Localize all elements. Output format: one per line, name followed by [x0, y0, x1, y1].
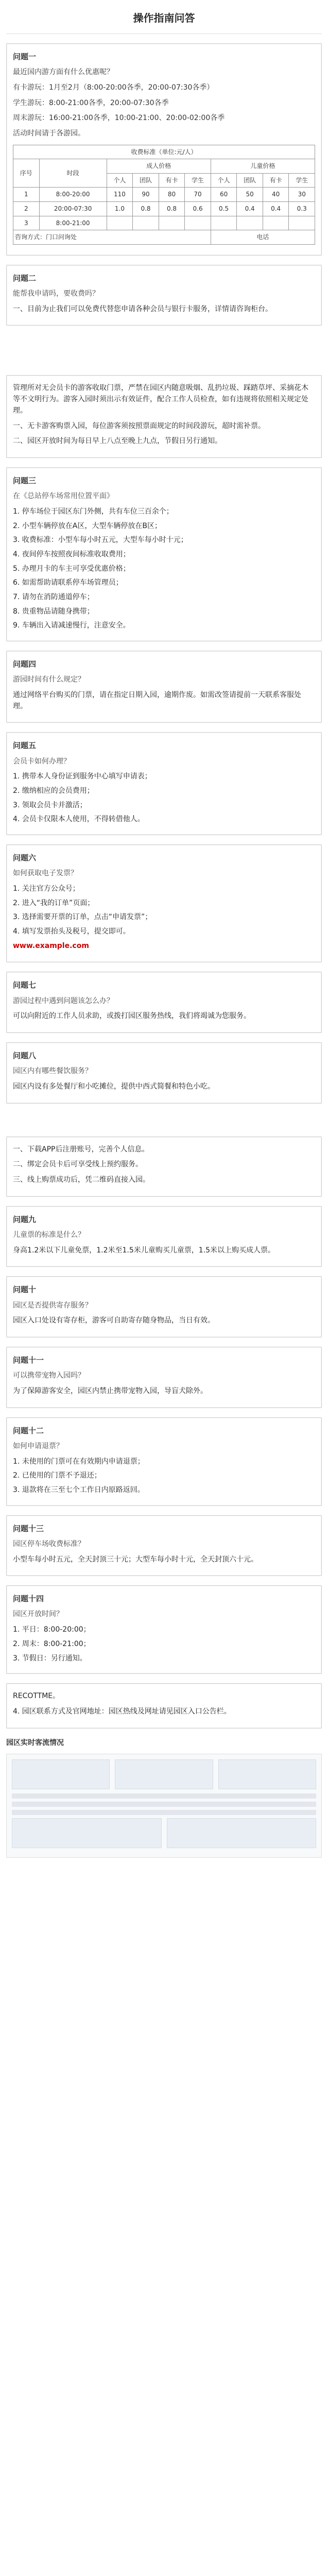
spacer	[0, 1113, 328, 1127]
section-q12	[6, 1417, 322, 1506]
table-cell: 60	[211, 188, 237, 202]
table-cell: 90	[133, 188, 159, 202]
answer-text: 通过网络平台购买的门票，请在指定日期入园，逾期作废。如需改签请提前一天联系客服处理。	[13, 690, 301, 710]
answer-list	[13, 771, 315, 825]
list-item: 2. 周末：8:00-21:00；	[13, 1639, 91, 1648]
section-title: 问题十三	[13, 1523, 44, 1533]
answer-list	[13, 506, 315, 632]
section-closing	[6, 1683, 322, 1728]
section-q11	[6, 1347, 322, 1408]
question-text: 园区是否提供寄存服务？	[13, 1301, 92, 1310]
spacer	[0, 335, 328, 366]
list-item: 3. 退款将在三至七个工作日内原路返回。	[13, 1485, 145, 1494]
title-divider	[6, 33, 322, 34]
table-cell: 0.4	[263, 202, 289, 216]
list-item: 1. 平日：8:00-20:00；	[13, 1625, 91, 1634]
section-statement	[6, 375, 322, 457]
section-q4	[6, 651, 322, 723]
image-tile	[115, 1759, 213, 1789]
section-title: 问题四	[13, 659, 37, 669]
section-title: 问题十二	[13, 1426, 44, 1435]
table-cell	[159, 216, 185, 230]
image-tile	[12, 1818, 162, 1848]
table-head: 序号	[13, 159, 40, 188]
table-row	[13, 216, 315, 230]
section-intro	[6, 43, 322, 256]
table-cell: 0.8	[159, 202, 185, 216]
section-title: 问题一	[13, 52, 37, 61]
section-title: 问题六	[13, 853, 37, 863]
table-cell: 0.5	[211, 202, 237, 216]
closing-line: RECOTTME。	[13, 1692, 60, 1701]
notice-paragraph: 一、下载APP后注册账号，完善个人信息。	[13, 1145, 149, 1154]
section-q10	[6, 1276, 322, 1337]
table-head: 有卡	[159, 173, 185, 188]
table-cell: 8:00-20:00	[39, 188, 107, 202]
answer-text: 身高1.2米以下儿童免票，1.2米至1.5米儿童购买儿童票，1.5米以上购买成人票。	[13, 1246, 275, 1255]
section-notice	[6, 1137, 322, 1197]
list-item: 3. 收费标准：小型车每小时五元，大型车每小时十元；	[13, 536, 188, 545]
footer-space	[0, 1858, 328, 1868]
table-note: 咨询方式：门口问询处	[13, 230, 211, 245]
table-head: 个人	[107, 173, 133, 188]
table-row	[13, 202, 315, 216]
table-cell: 1.0	[107, 202, 133, 216]
image-row	[12, 1759, 316, 1789]
table-cell: 80	[159, 188, 185, 202]
table-cell	[133, 216, 159, 230]
answer-text: 为了保障游客安全，园区内禁止携带宠物入园，导盲犬除外。	[13, 1386, 208, 1395]
table-cell	[237, 216, 263, 230]
image-tile	[12, 1759, 110, 1789]
section-q13	[6, 1515, 322, 1577]
image-section-title: 园区实时客流情况	[6, 1738, 64, 1747]
section-q9	[6, 1206, 322, 1267]
image-tile	[167, 1818, 317, 1848]
list-item: 3. 节假日：另行通知。	[13, 1654, 87, 1663]
section-q8	[6, 1042, 322, 1104]
table-cell: 0.3	[289, 202, 315, 216]
list-item: 4. 夜间停车按照夜间标准收取费用；	[13, 550, 130, 558]
section-q14	[6, 1585, 322, 1674]
table-head: 学生	[185, 173, 211, 188]
list-item: 1. 停车场位于园区东门外侧，共有车位三百余个；	[13, 507, 174, 516]
question-text: 会员卡如何办理？	[13, 757, 71, 766]
question-text: 如何申请退票？	[13, 1442, 63, 1450]
list-item: 7. 请勿在消防通道停车；	[13, 592, 94, 601]
table-head: 时段	[39, 159, 107, 188]
list-item: 3. 领取会员卡并激活；	[13, 801, 87, 809]
table-cell: 70	[185, 188, 211, 202]
table-cell	[263, 216, 289, 230]
table-caption: 收费标准（单位:元/人）	[13, 145, 315, 159]
table-cell: 110	[107, 188, 133, 202]
answer-list	[13, 884, 315, 938]
list-item: 1. 未使用的门票可在有效期内申请退票；	[13, 1457, 145, 1466]
section-title: 问题十一	[13, 1355, 44, 1365]
list-item: 4. 填写发票抬头及税号，提交即可。	[13, 927, 130, 936]
question-text: 能帮我申请吗，要收费吗？	[13, 290, 99, 298]
section-q5	[6, 732, 322, 835]
table-cell: 2	[13, 202, 40, 216]
image-line	[12, 1810, 316, 1815]
table-group-head: 儿童价格	[211, 159, 315, 174]
answer-list	[13, 1456, 315, 1496]
table-head: 团队	[237, 173, 263, 188]
table-note-right: 电话	[211, 230, 315, 245]
table-cell	[289, 216, 315, 230]
page-title: 操作指南问答	[133, 12, 195, 24]
notice-paragraph: 三、线上购票成功后，凭二维码直接入园。	[13, 1176, 150, 1184]
image-line	[12, 1793, 316, 1799]
answer-text: 小型车每小时五元，全天封顶三十元；大型车每小时十元，全天封顶六十元。	[13, 1555, 258, 1564]
list-item: 2. 已使用的门票不予退还；	[13, 1471, 101, 1480]
table-cell: 0.6	[185, 202, 211, 216]
question-text: 园区开放时间？	[13, 1610, 63, 1619]
list-item: 5. 办理月卡的车主可享受优惠价格；	[13, 564, 130, 573]
table-cell: 50	[237, 188, 263, 202]
question-text: 游园过程中遇到问题该怎么办？	[13, 996, 114, 1005]
section-q2	[6, 265, 322, 326]
table-cell: 20:00-07:30	[39, 202, 107, 216]
list-item: 1. 携带本人身份证到服务中心填写申请表；	[13, 772, 152, 781]
intro-line: 有卡游玩：1月至2月（8:00-20:00各季，20:00-07:30各季）	[13, 83, 214, 92]
closing-line: 4. 园区联系方式及官网地址：园区热线及网址请见园区入口公告栏。	[13, 1707, 231, 1716]
intro-line: 周末游玩：16:00-21:00各季，10:00-21:00、20:00-02:00各季	[13, 114, 225, 123]
section-title: 问题七	[13, 980, 37, 990]
website-link[interactable]: www.example.com	[13, 941, 89, 950]
table-head: 个人	[211, 173, 237, 188]
statement-paragraph: 一、无卡游客购票入园，每位游客须按照票面规定的时间段游玩，超时需补票。	[13, 421, 265, 430]
question-text: 园区内有哪些餐饮服务？	[13, 1067, 92, 1076]
statement-paragraph: 管理所对无会员卡的游客收取门票，严禁在园区内随意吸烟、乱扔垃圾、踩踏草坪、采摘花木等不文明行为。游客入园时须出示有效证件，配合工作人员检查，如有违规将依照相关规定处理。	[13, 384, 308, 415]
image-line	[12, 1802, 316, 1807]
section-q3	[6, 467, 322, 641]
section-q7	[6, 972, 322, 1033]
section-title: 问题八	[13, 1051, 37, 1061]
table-cell: 8:00-21:00	[39, 216, 107, 230]
table-cell: 0.8	[133, 202, 159, 216]
answer-list	[13, 1624, 315, 1664]
list-item: 2. 缴纳相应的会员费用；	[13, 786, 94, 795]
table-cell: 40	[263, 188, 289, 202]
question-text: 可以携带宠物入园吗？	[13, 1371, 85, 1380]
image-tile	[218, 1759, 316, 1789]
intro-line: 最近国内游方面有什么优惠呢？	[13, 68, 114, 77]
price-table	[13, 145, 315, 245]
table-head: 有卡	[263, 173, 289, 188]
section-title: 问题三	[13, 476, 37, 485]
list-item: 9. 车辆出入请减速慢行，注意安全。	[13, 621, 130, 630]
table-group-head: 成人价格	[107, 159, 211, 174]
list-item: 4. 会员卡仅限本人使用，不得转借他人。	[13, 815, 145, 824]
section-title: 问题十	[13, 1285, 37, 1295]
section-title: 问题二	[13, 273, 37, 283]
answer-text: 可以向附近的工作人员求助，或拨打园区服务热线，我们将竭诚为您服务。	[13, 1012, 251, 1021]
intro-line: 学生游玩：8:00-21:00各季，20:00-07:30各季	[13, 98, 169, 107]
question-text: 如何获取电子发票？	[13, 869, 78, 878]
table-row	[13, 230, 315, 245]
statement-paragraph: 二、园区开放时间为每日早上八点至晚上九点，节假日另行通知。	[13, 437, 222, 446]
list-item: 8. 贵重物品请随身携带；	[13, 607, 94, 616]
question-text: 园区停车场收费标准？	[13, 1539, 85, 1548]
answer-text: 一、目前为止我们可以免费代替您申请各种会员与银行卡服务，详情请咨询柜台。	[13, 304, 272, 313]
list-item: 2. 小型车辆停放在A区，大型车辆停放在B区；	[13, 521, 162, 530]
section-title: 问题五	[13, 741, 37, 751]
section-q6	[6, 844, 322, 962]
answer-text: 园区入口处设有寄存柜，游客可自助寄存随身物品，当日有效。	[13, 1316, 215, 1325]
table-cell: 3	[13, 216, 40, 230]
table-cell	[107, 216, 133, 230]
question-text: 儿童票的标准是什么？	[13, 1230, 85, 1239]
table-cell	[211, 216, 237, 230]
intro-line: 活动时间请于各游园。	[13, 129, 85, 138]
list-item: 6. 如需帮助请联系停车场管理员；	[13, 579, 123, 587]
list-item: 2. 进入“我的订单”页面；	[13, 899, 95, 907]
notice-paragraph: 二、绑定会员卡后可享受线上预约服务。	[13, 1160, 143, 1169]
list-item: 1. 关注官方公众号；	[13, 884, 80, 893]
list-item: 3. 选择需要开票的订单，点击“申请发票”；	[13, 913, 152, 922]
question-text: 游园时间有什么规定？	[13, 675, 85, 684]
realtime-image	[6, 1754, 322, 1858]
table-head: 团队	[133, 173, 159, 188]
table-head: 学生	[289, 173, 315, 188]
table-row	[13, 188, 315, 202]
question-text: 在《总站停车场常用位置平面》	[13, 492, 114, 501]
section-title: 问题九	[13, 1214, 37, 1224]
section-title: 问题十四	[13, 1594, 44, 1604]
image-section	[6, 1738, 322, 1858]
table-cell	[185, 216, 211, 230]
table-cell: 1	[13, 188, 40, 202]
image-row	[12, 1818, 316, 1848]
answer-text: 园区内设有多处餐厅和小吃摊位，提供中西式简餐和特色小吃。	[13, 1082, 215, 1091]
table-cell: 0.4	[237, 202, 263, 216]
table-cell: 30	[289, 188, 315, 202]
